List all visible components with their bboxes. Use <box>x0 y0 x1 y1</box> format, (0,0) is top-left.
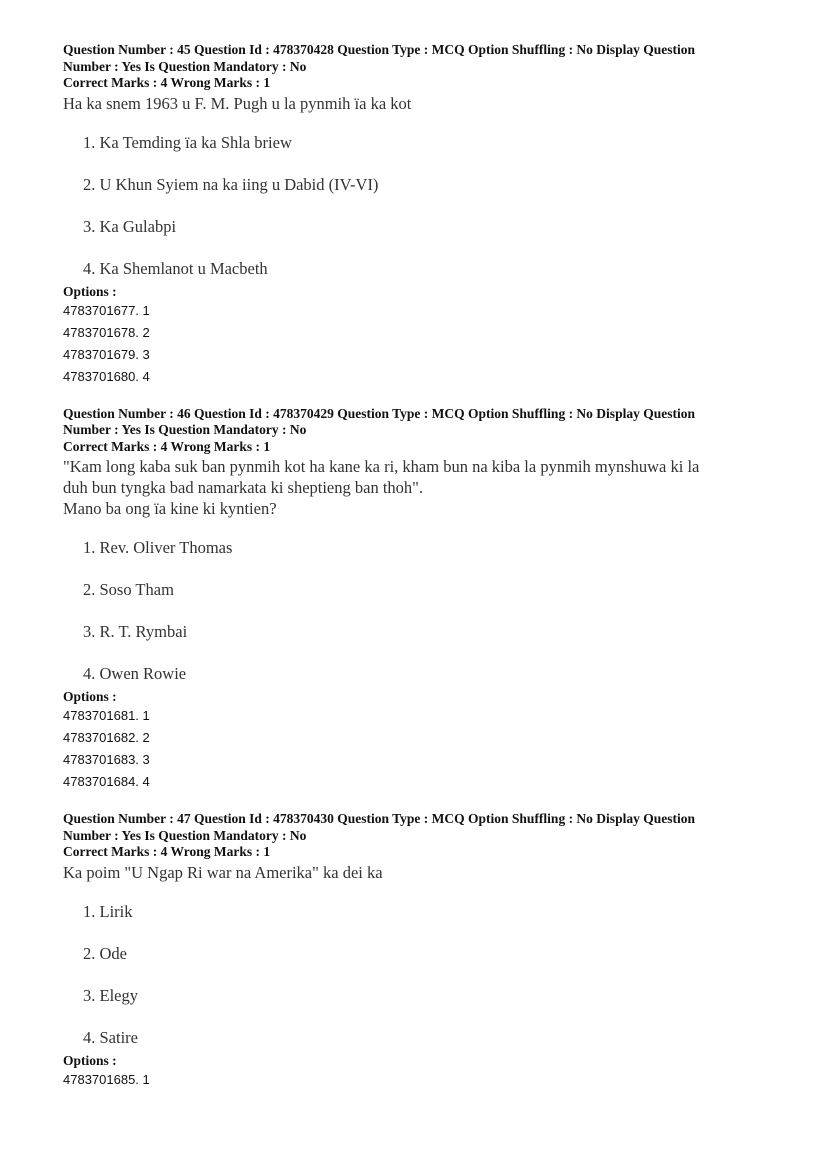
question-meta-line: Question Number : 45 Question Id : 478370428 Question Type : MCQ Option Shuffling : No Display Question <box>63 42 695 57</box>
answer-choice: 2. Soso Tham <box>83 580 174 599</box>
option-id-row: 4783701677. 1 <box>63 302 150 318</box>
question-text-line: Mano ba ong ïa kine ki kyntien? <box>63 499 277 518</box>
option-id-row: 4783701679. 3 <box>63 346 150 362</box>
question-paper-page <box>63 42 783 1091</box>
option-id-row: 4783701683. 3 <box>63 752 150 767</box>
spacer <box>63 793 783 811</box>
option-id-row: 4783701678. 2 <box>63 324 150 340</box>
option-id-row: 4783701681. 1 <box>63 708 150 723</box>
question-meta <box>63 42 763 92</box>
answer-choice: 3. Elegy <box>83 985 138 1005</box>
answer-choice: 1. Rev. Oliver Thomas <box>83 538 233 557</box>
question-meta-line: Question Number : 46 Question Id : 478370429 Question Type : MCQ Option Shuffling : No Display Question <box>63 405 695 421</box>
question-text <box>63 862 778 883</box>
option-id-row: 4783701682. 2 <box>63 730 150 745</box>
question-meta <box>63 811 763 861</box>
question-meta-line: Question Number : 47 Question Id : 478370430 Question Type : MCQ Option Shuffling : No Display Question <box>63 811 695 826</box>
answer-choices <box>63 527 783 695</box>
question-text-line: Ka poim "U Ngap Ri war na Amerika" ka dei ka <box>63 862 383 882</box>
question-meta <box>63 406 763 456</box>
question-block-45 <box>63 42 783 388</box>
option-id-row: 4783701685. 1 <box>63 1071 150 1087</box>
answer-choices <box>63 122 783 290</box>
question-meta-line: Number : Yes Is Question Mandatory : No <box>63 422 307 437</box>
answer-choice: 4. Ka Shemlanot u Macbeth <box>83 258 268 278</box>
answer-choice: 1. Ka Temding ïa ka Shla briew <box>83 132 292 152</box>
question-text <box>63 93 778 114</box>
answer-choice: 1. Lirik <box>83 901 133 921</box>
spacer <box>63 388 783 406</box>
options-label: Options : <box>63 689 117 704</box>
question-marks: Correct Marks : 4 Wrong Marks : 1 <box>63 438 271 454</box>
question-text <box>63 456 778 519</box>
answer-choice: 3. R. T. Rymbai <box>83 622 188 641</box>
question-meta-line: Number : Yes Is Question Mandatory : No <box>63 58 307 74</box>
question-block-47 <box>63 811 783 1091</box>
question-text-line: duh bun tyngka bad namarkata ki sheptieng ban thoh". <box>63 478 424 497</box>
options-label: Options : <box>63 283 117 299</box>
answer-choices <box>63 891 783 1059</box>
answer-choice: 4. Satire <box>83 1027 138 1047</box>
answer-choice: 3. Ka Gulabpi <box>83 216 177 236</box>
option-id-row: 4783701680. 4 <box>63 368 150 384</box>
answer-choice: 2. U Khun Syiem na ka iing u Dabid (IV-VI) <box>83 174 379 194</box>
question-text-line: "Kam long kaba suk ban pynmih kot ha kane ka ri, kham bun na kiba la pynmih mynshuwa ki la <box>63 457 700 476</box>
answer-choice: 4. Owen Rowie <box>83 664 187 683</box>
options-label: Options : <box>63 1052 117 1068</box>
question-block-46 <box>63 406 783 794</box>
question-marks: Correct Marks : 4 Wrong Marks : 1 <box>63 844 271 859</box>
answer-choice: 2. Ode <box>83 943 127 963</box>
question-text-line: Ha ka snem 1963 u F. M. Pugh u la pynmih ïa ka kot <box>63 93 412 113</box>
question-meta-line: Number : Yes Is Question Mandatory : No <box>63 827 307 843</box>
question-marks: Correct Marks : 4 Wrong Marks : 1 <box>63 75 271 90</box>
option-id-row: 4783701684. 4 <box>63 774 150 789</box>
